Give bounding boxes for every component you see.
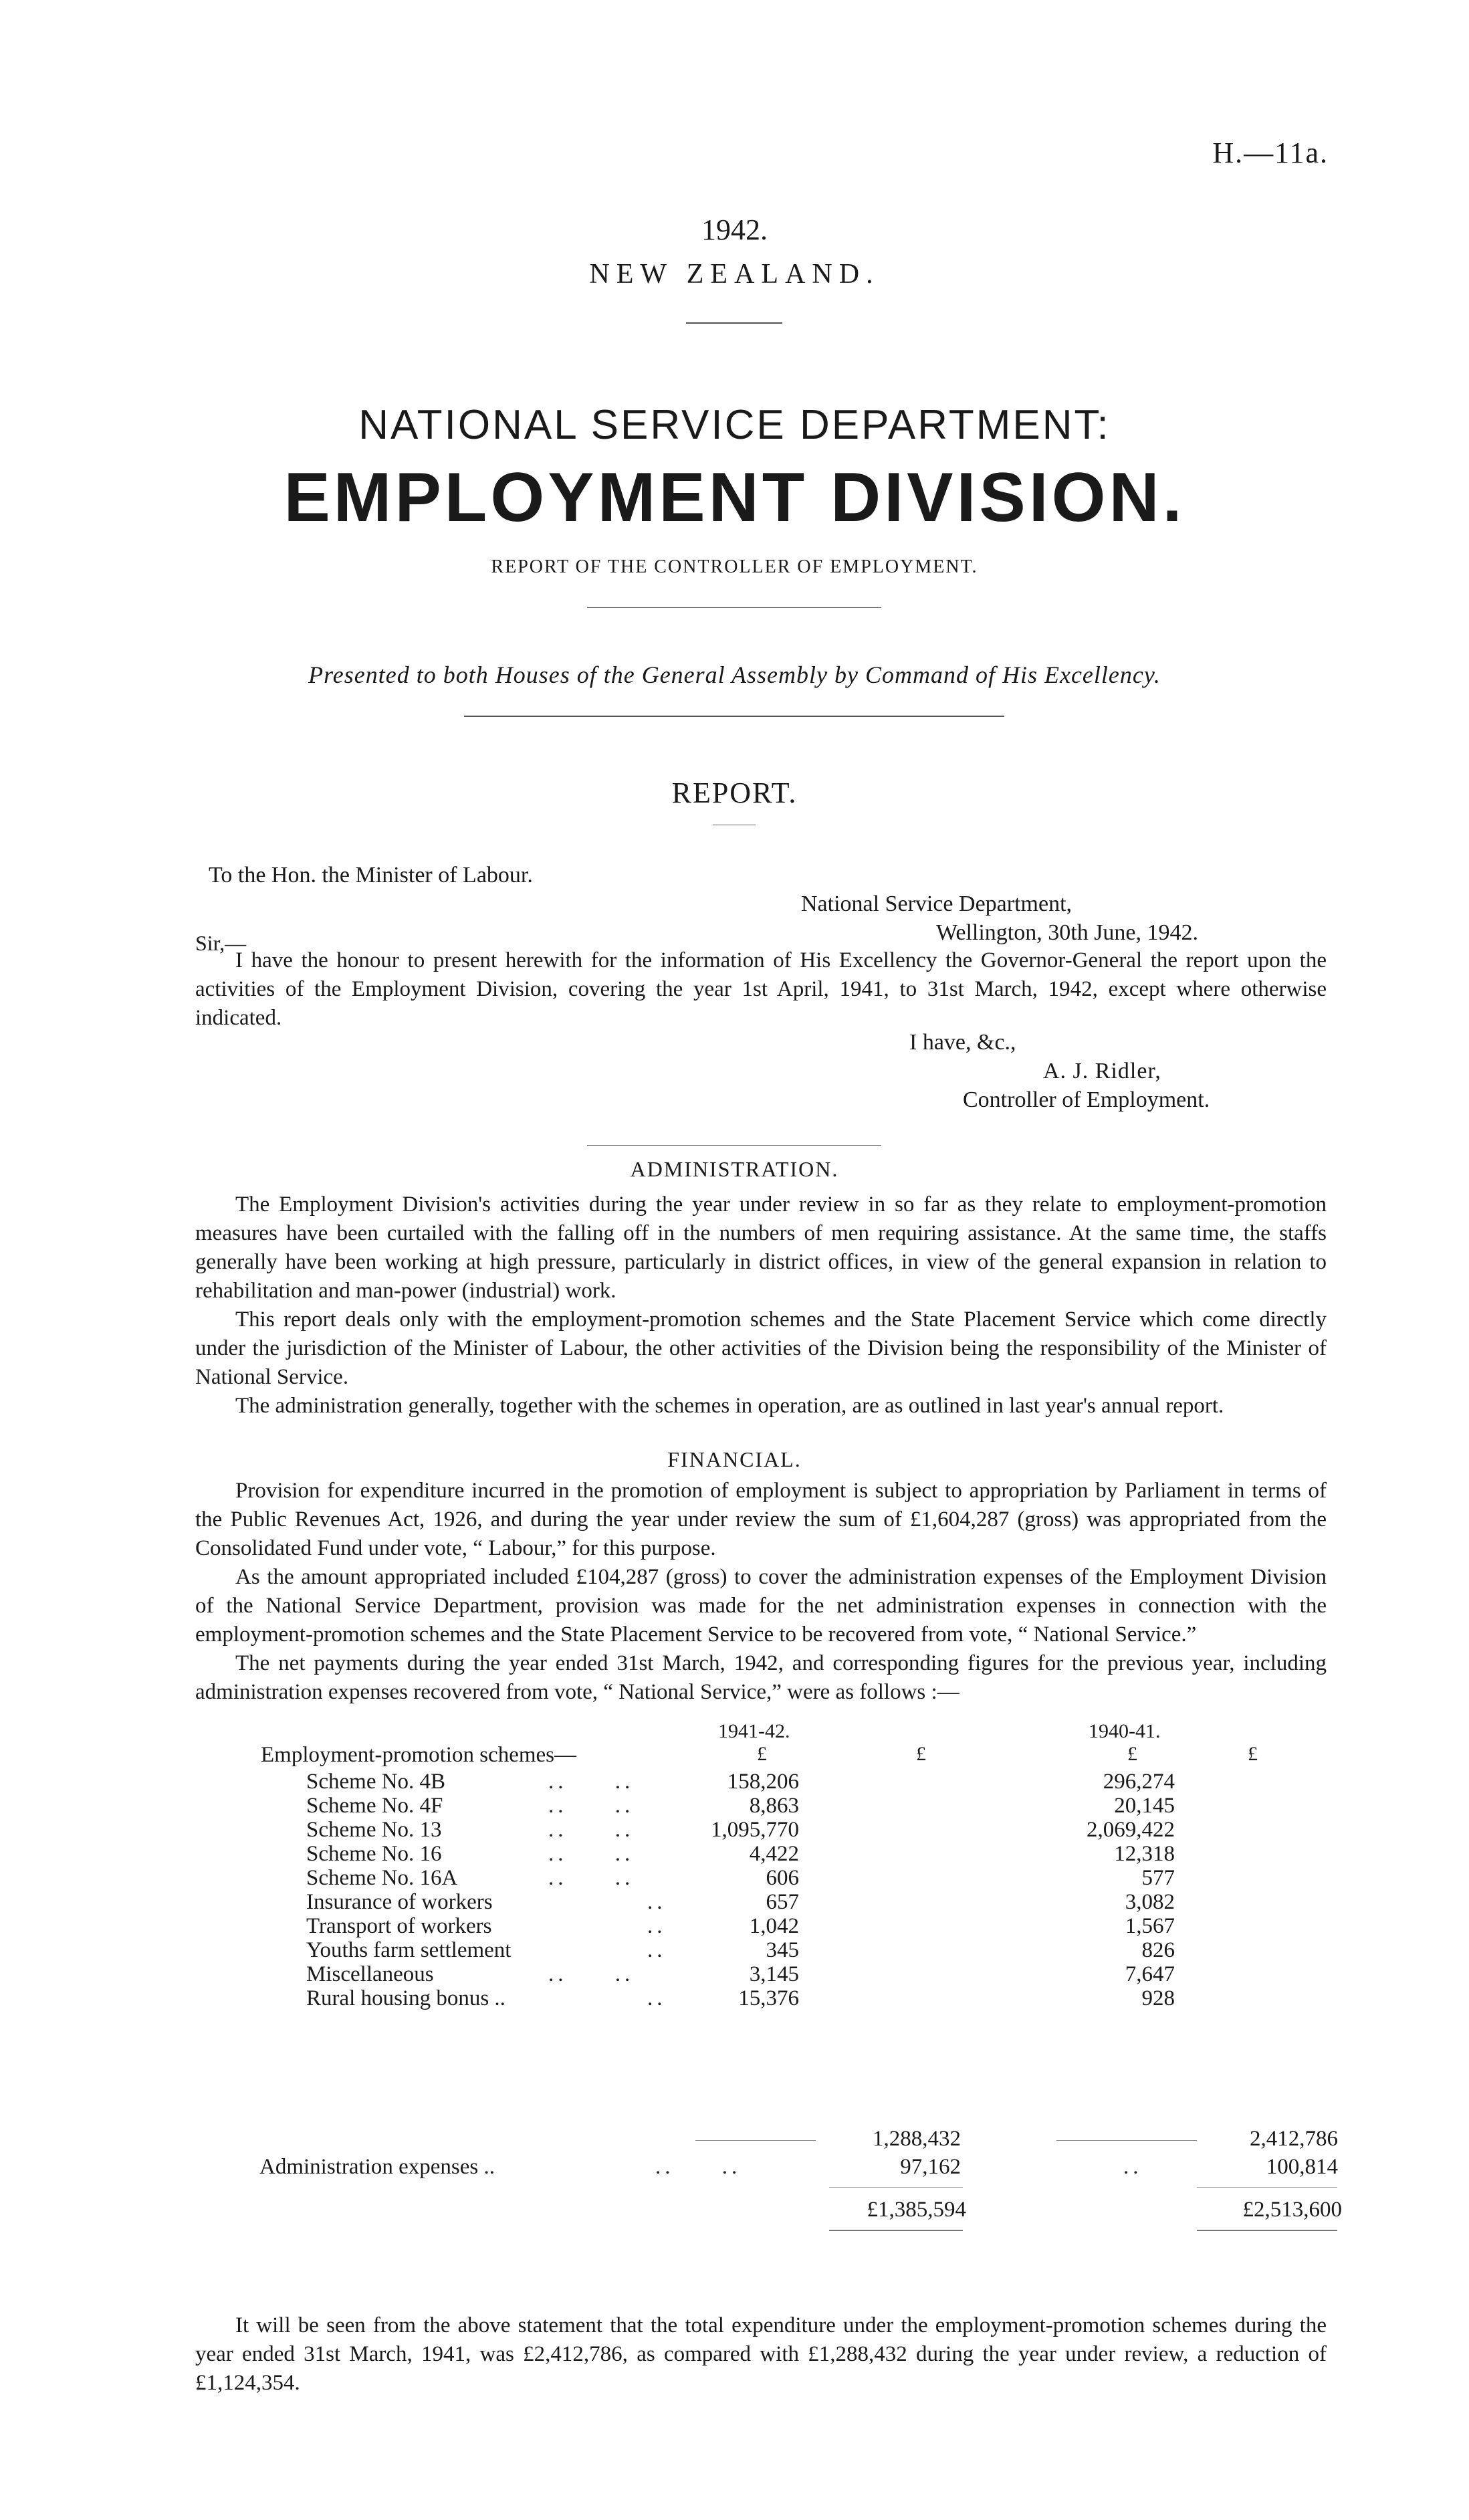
table-cell-1941-42: 606	[766, 1866, 799, 1890]
table-row-label: Rural housing bonus ..	[306, 1986, 505, 2010]
table-cell-1941-42: 15,376	[738, 1986, 799, 2010]
table-cell-1941-42: 8,863	[749, 1794, 799, 1818]
report-heading: REPORT.	[671, 776, 798, 809]
financial-heading: FINANCIAL.	[667, 1447, 802, 1471]
header-divider-2	[587, 607, 881, 608]
leader-dots: ..	[1123, 2155, 1143, 2179]
table-cell-1940-41: 1,567	[1125, 1914, 1175, 1938]
administration-paragraph-2: This report deals only with the employment-promotion schemes and the State Placement Service which come directly under the jurisdiction of the Minister of Labour, the other activities of the Division being the responsibility of the Minister of National Service.	[195, 1307, 1327, 1389]
table-cell-1941-42: 1,095,770	[711, 1818, 799, 1842]
leader-dots: .. ..	[655, 2155, 742, 2179]
table-cell-1940-41: 2,069,422	[1087, 1818, 1175, 1842]
total-1941-42: £1,385,594	[867, 2198, 966, 2222]
total-double-rule-1942	[829, 2230, 963, 2231]
letter-closing: I have, &c.,	[909, 1030, 1016, 1055]
total-rule-1942	[829, 2187, 963, 2188]
table-cell-1940-41: 577	[1141, 1866, 1175, 1890]
table-cell-1941-42: 158,206	[727, 1770, 799, 1794]
letter-signatory: A. J. Ridler,	[1043, 1059, 1161, 1083]
leader-dots: .. ..	[548, 1770, 635, 1794]
table-cell-1940-41: 12,318	[1114, 1842, 1175, 1866]
leader-dots: ..	[647, 1986, 667, 2010]
table-cell-1940-41: 20,145	[1114, 1794, 1175, 1818]
financial-paragraph-3: The net payments during the year ended 31st March, 1942, and corresponding figures for the previous year, including administration expenses recovered from vote, “ National Service,” were as follows :—	[195, 1651, 1327, 1704]
table-cell-1941-42: 1,042	[749, 1914, 799, 1938]
leader-dots: ..	[647, 1914, 667, 1938]
table-row-label: Scheme No. 16	[306, 1842, 442, 1866]
total-double-rule-1941	[1197, 2230, 1337, 2231]
table-cell-1940-41: 826	[1141, 1938, 1175, 1962]
subtotal-rule-1941	[1056, 2140, 1197, 2141]
letter-salutation: Sir,—	[195, 931, 247, 955]
table-cell-1940-41: 3,082	[1125, 1890, 1175, 1914]
department-title: NATIONAL SERVICE DEPARTMENT:	[358, 402, 1111, 448]
currency-symbol: £	[757, 1743, 767, 1765]
financial-paragraph-2: As the amount appropriated included £104,287 (gross) to cover the administration expenses of the Employment Division of the National Service Department, provision was made for the net administration expenses in connection with the employment-promotion schemes and the State Placement Service to be recovered from vote, “ National Service.”	[195, 1565, 1327, 1647]
division-title: EMPLOYMENT DIVISION.	[284, 459, 1185, 536]
letter-divider	[587, 1145, 881, 1146]
table-row-label: Scheme No. 4B	[306, 1770, 446, 1794]
table-row-label: Transport of workers	[306, 1914, 492, 1938]
currency-symbol: £	[1248, 1743, 1258, 1765]
financial-paragraph-1: Provision for expenditure incurred in the promotion of employment is subject to appropriation by Parliament in terms of the Public Revenues Act, 1926, and during the year under review the sum of £1,604,287 (gross) was appropriated from the Consolidated Fund under vote, “ Labour,” for this purpose.	[195, 1479, 1327, 1560]
year: 1942.	[701, 213, 768, 246]
currency-symbol: £	[916, 1743, 926, 1765]
admin-expenses-1941-42: 97,162	[900, 2155, 961, 2179]
subtotal-rule-1942	[695, 2140, 816, 2141]
table-cell-1940-41: 928	[1141, 1986, 1175, 2010]
letter-address-line-1: National Service Department,	[801, 891, 1072, 916]
subtotal-1940-41: 2,412,786	[1250, 2127, 1338, 2151]
table-row-label: Scheme No. 16A	[306, 1866, 458, 1890]
closing-paragraph: It will be seen from the above statement that the total expenditure under the employment-promotion schemes during the year ended 31st March, 1941, was £2,412,786, as compared with £1,288,432 during the year under review, a reduction of £1,124,354.	[195, 2313, 1327, 2395]
table-row-label: Miscellaneous	[306, 1962, 434, 1986]
leader-dots: ..	[647, 1938, 667, 1962]
table-cell-1941-42: 657	[766, 1890, 799, 1914]
column-header-1941-42: 1941-42.	[718, 1720, 790, 1742]
leader-dots: .. ..	[548, 1818, 635, 1842]
letter-signatory-title: Controller of Employment.	[963, 1087, 1210, 1112]
presented-note: Presented to both Houses of the General Assembly by Command of His Excellency.	[308, 661, 1161, 688]
total-1940-41: £2,513,600	[1242, 2198, 1342, 2222]
table-row-label: Insurance of workers	[306, 1890, 493, 1914]
leader-dots: .. ..	[548, 1794, 635, 1818]
table-row-label: Scheme No. 13	[306, 1818, 442, 1842]
table-cell-1941-42: 345	[766, 1938, 799, 1962]
header-divider-1	[686, 322, 782, 324]
header-divider-3	[464, 716, 1004, 717]
table-cell-1941-42: 4,422	[749, 1842, 799, 1866]
table-group-label: Employment-promotion schemes—	[261, 1743, 577, 1767]
leader-dots: ..	[647, 1890, 667, 1914]
table-cell-1940-41: 296,274	[1103, 1770, 1175, 1794]
table-cell-1941-42: 3,145	[749, 1962, 799, 1986]
administration-heading: ADMINISTRATION.	[630, 1157, 839, 1181]
total-rule-1941	[1197, 2187, 1337, 2188]
table-row-label: Scheme No. 4F	[306, 1794, 443, 1818]
administration-paragraph-1: The Employment Division's activities during the year under review in so far as they relate to employment-promotion measures have been curtailed with the falling off in the numbers of men requiring assistance. At the same time, the staffs generally have been working at high pressure, particularly in district offices, in view of the general expansion in relation to rehabilitation and man-power (industrial) work.	[195, 1192, 1327, 1303]
table-cell-1940-41: 7,647	[1125, 1962, 1175, 1986]
leader-dots: .. ..	[548, 1842, 635, 1866]
report-subtitle: REPORT OF THE CONTROLLER OF EMPLOYMENT.	[491, 556, 978, 577]
letter-address-line-2: Wellington, 30th June, 1942.	[936, 920, 1199, 945]
letter-addressee: To the Hon. the Minister of Labour.	[209, 863, 533, 887]
currency-symbol: £	[1127, 1743, 1137, 1765]
administration-paragraph-3: The administration generally, together with the schemes in operation, are as outlined in last year's annual report.	[235, 1394, 1224, 1418]
admin-expenses-label: Administration expenses ..	[259, 2155, 495, 2179]
country-title: NEW ZEALAND.	[589, 259, 880, 290]
page-reference: H.—11a.	[1212, 136, 1329, 169]
leader-dots: .. ..	[548, 1962, 635, 1986]
leader-dots: .. ..	[548, 1866, 635, 1890]
table-row-label: Youths farm settlement	[306, 1938, 512, 1962]
column-header-1940-41: 1940-41.	[1089, 1720, 1161, 1742]
admin-expenses-1940-41: 100,814	[1266, 2155, 1338, 2179]
subtotal-1941-42: 1,288,432	[873, 2127, 961, 2151]
letter-body: I have the honour to present herewith for the information of His Excellency the Governor-General the report upon the activities of the Employment Division, covering the year 1st April, 1941, to 31st March, 1942, except where otherwise indicated.	[195, 948, 1327, 1030]
